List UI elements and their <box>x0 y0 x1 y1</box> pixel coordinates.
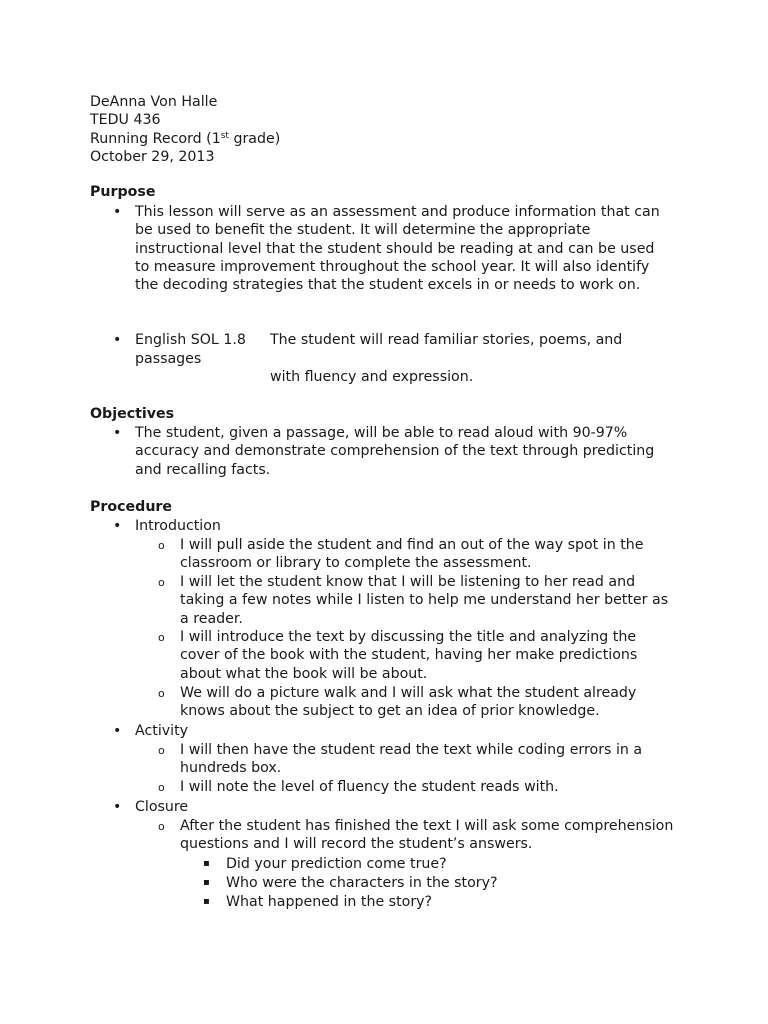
sol-text-continued: passages <box>135 351 202 367</box>
square-bullet-marker: ▪ <box>203 858 210 869</box>
objectives-bullet <box>113 424 673 479</box>
sub-bullet-marker: o <box>158 539 165 552</box>
square-bullet-marker: ▪ <box>203 877 210 888</box>
activity-label: Activity <box>135 723 189 739</box>
bullet-marker: • <box>113 425 122 441</box>
closure-question: ▪ Did your prediction come true? <box>203 856 447 872</box>
purpose-heading: Purpose <box>90 184 156 200</box>
bullet-marker: • <box>113 204 122 220</box>
introduction-item: o We will do a picture walk and I will ask what the student already knows about the subject to get an idea of prior knowledge. <box>158 685 637 720</box>
document-title: Running Record (1st grade) <box>90 130 281 147</box>
sol-text-continued-2: with fluency and expression. <box>270 369 474 385</box>
sub-bullet-marker: o <box>158 781 165 794</box>
activity-bullet <box>113 722 673 740</box>
introduction-item: o I will introduce the text by discussing the title and analyzing the cover of the book with the student, having her make predictions about what the book will be about. <box>158 629 638 682</box>
square-bullet-marker: ▪ <box>203 896 210 907</box>
bullet-marker: • <box>113 332 122 348</box>
objectives-heading: Objectives <box>90 406 175 422</box>
document-header <box>90 93 280 166</box>
introduction-item: o I will pull aside the student and find an out of the way spot in the classroom or library to complete the assessment. <box>158 537 644 572</box>
introduction-item: o I will let the student know that I will be listening to her read and taking a few notes while I listen to help me understand her better as a reader. <box>158 574 669 627</box>
sub-bullet-marker: o <box>158 820 165 833</box>
sub-bullet-marker: o <box>158 576 165 589</box>
bullet-marker: • <box>113 518 122 534</box>
sub-bullet-marker: o <box>158 687 165 700</box>
objectives-text: The student, given a passage, will be able to read aloud with 90-97% accuracy and demonstrate comprehension of the text through predicting and recalling facts. <box>135 425 655 478</box>
introduction-label: Introduction <box>135 518 221 534</box>
document-date: October 29, 2013 <box>90 148 215 165</box>
bullet-marker: • <box>113 799 122 815</box>
purpose-bullet <box>113 203 673 294</box>
introduction-bullet <box>113 517 673 535</box>
sol-text: The student will read familiar stories, poems, and <box>270 332 623 348</box>
author-name: DeAnna Von Halle <box>90 94 218 110</box>
procedure-heading: Procedure <box>90 499 173 515</box>
sol-bullet <box>113 331 673 387</box>
sol-code: English SOL 1.8 <box>135 332 246 348</box>
bullet-marker: • <box>113 723 122 739</box>
closure-question: ▪ What happened in the story? <box>203 894 433 910</box>
course-code: TEDU 436 <box>90 112 161 129</box>
activity-item: o I will note the level of fluency the student reads with. <box>158 778 680 796</box>
closure-bullet <box>113 798 673 816</box>
closure-label: Closure <box>135 799 189 815</box>
sub-bullet-marker: o <box>158 744 165 757</box>
closure-item: o After the student has finished the text I will ask some comprehension questions and I will record the student’s answers. <box>158 818 674 853</box>
purpose-text: This lesson will serve as an assessment and produce information that can be used to benefit the student. It will determine the appropriate instructional level that the student should be reading at and can be used to measure improvement throughout the school year. It will also identify the decoding strategies that the student excels in or needs to work on. <box>135 204 660 294</box>
activity-item: o I will then have the student read the text while coding errors in a hundreds box. <box>158 742 643 777</box>
closure-question: ▪ Who were the characters in the story? <box>203 875 498 891</box>
sub-bullet-marker: o <box>158 631 165 644</box>
